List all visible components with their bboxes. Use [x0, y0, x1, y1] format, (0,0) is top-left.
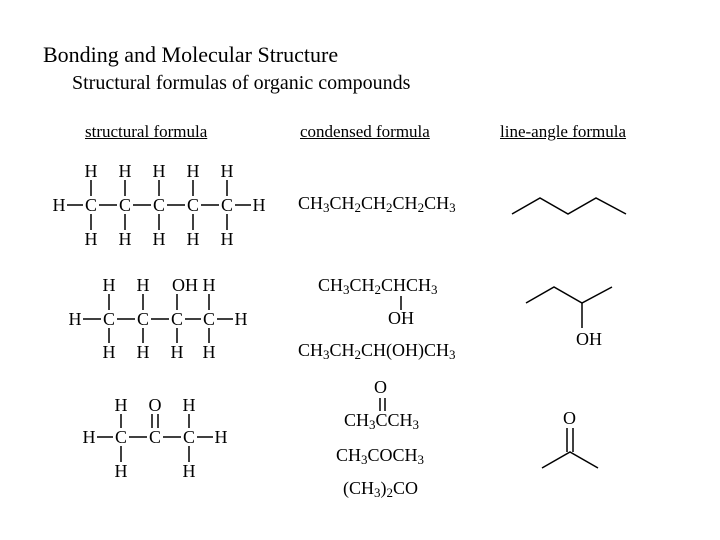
acetone-skeleton	[542, 452, 598, 468]
hydrogen-atom: H	[68, 309, 82, 329]
hydrogen-atom: H	[114, 461, 128, 481]
hydrogen-atom: H	[84, 161, 98, 181]
acetone-carbonyl-oxygen: O	[374, 377, 387, 397]
hydrogen-atom: H	[152, 161, 166, 181]
acetone-condensed-formula-carbonyl: $CH_3CCH_3$	[344, 410, 420, 432]
carbon-atom: C	[102, 309, 116, 329]
hydrogen-atom: H	[202, 275, 216, 295]
hydrogen-atom: H	[186, 229, 200, 249]
carbon-atom: C	[152, 195, 166, 215]
hydrogen-atom: H	[136, 342, 150, 362]
pentane-skeleton	[512, 198, 626, 214]
hydrogen-atom: H	[102, 342, 116, 362]
hydrogen-atom: H	[220, 161, 234, 181]
acetone-condensed-formula-ketone: $CH_3COCH_3$	[336, 445, 425, 467]
hydrogen-atom: H	[84, 229, 98, 249]
carbon-atom: C	[220, 195, 234, 215]
acetone-line-angle-oxygen: O	[563, 408, 576, 428]
butanol-skeleton	[526, 287, 612, 303]
column-header-condensed: condensed formula	[300, 122, 430, 141]
acetone-condensed-formula-grouped: $(CH_3)_2CO$	[343, 478, 419, 500]
hydrogen-atom: H	[214, 427, 228, 447]
slide-subtitle: Structural formulas of organic compounds	[72, 72, 411, 94]
hydrogen-atom: H	[118, 161, 132, 181]
column-header-line-angle: line-angle formula	[500, 122, 627, 141]
hydrogen-atom: H	[136, 275, 150, 295]
hydrogen-atom: H	[182, 395, 196, 415]
hydrogen-atom: H	[202, 342, 216, 362]
carbon-atom: C	[148, 427, 162, 447]
oxygen-atom: O	[148, 395, 162, 415]
hydrogen-atom: H	[118, 229, 132, 249]
hydrogen-atom: H	[186, 161, 200, 181]
carbon-atom: C	[114, 427, 128, 447]
hydroxyl-group: OH	[172, 275, 198, 295]
hydrogen-atom: H	[52, 195, 66, 215]
carbon-atom: C	[170, 309, 184, 329]
carbon-atom: C	[182, 427, 196, 447]
hydrogen-atom: H	[114, 395, 128, 415]
hydrogen-atom: H	[82, 427, 96, 447]
carbon-atom: C	[136, 309, 150, 329]
carbon-atom: C	[186, 195, 200, 215]
carbon-atom: C	[118, 195, 132, 215]
hydrogen-atom: H	[102, 275, 116, 295]
column-header-structural: structural formula	[85, 122, 208, 141]
butanol-line-angle-oh-label: OH	[576, 329, 602, 349]
hydrogen-atom: H	[182, 461, 196, 481]
hydrogen-atom: H	[170, 342, 184, 362]
hydrogen-atom: H	[220, 229, 234, 249]
carbon-atom: C	[202, 309, 216, 329]
butanol-branch-label: OH	[388, 308, 414, 328]
hydrogen-atom: H	[152, 229, 166, 249]
carbon-atom: C	[84, 195, 98, 215]
butanol-condensed-formula-branched: $CH_3CH_2CHCH_3$	[318, 275, 438, 297]
pentane-condensed-formula: $CH_3CH_2CH_2CH_2CH_3$	[298, 193, 456, 215]
hydrogen-atom: H	[252, 195, 266, 215]
butanol-condensed-formula-inline: $CH_3CH_2CH(OH)CH_3$	[298, 340, 456, 362]
slide-title: Bonding and Molecular Structure	[43, 42, 339, 67]
hydrogen-atom: H	[234, 309, 248, 329]
